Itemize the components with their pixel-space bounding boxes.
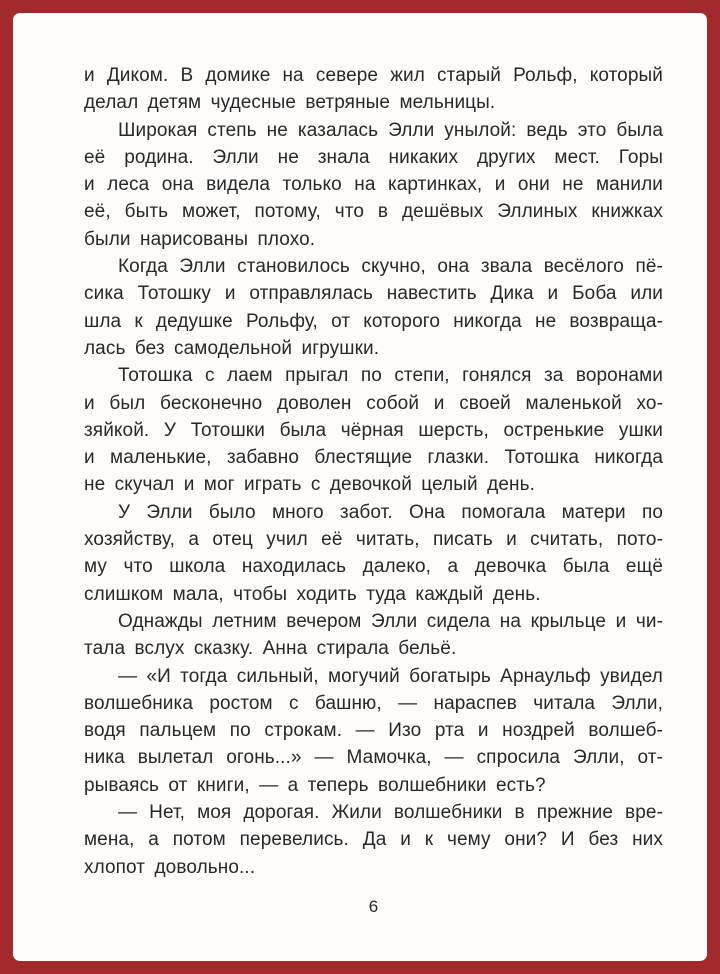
text-line: хлопот довольно... [84,856,256,878]
text-line: слишком мала, чтобы ходить туда каждый день. [84,583,541,605]
text-line: сика Тотошку и отправлялась навестить Дика и Боба или [84,283,663,305]
text-line: водя пальцем по строкам. — Изо рта и ноздрей волшеб- [84,720,663,742]
text-line: и маленькие, забавно блестящие глазки. Тотошка никогда [84,447,663,469]
text-line: шла к дедушке Рольфу, от которого никогда не возвраща- [84,310,663,332]
page-number: 6 [368,897,379,916]
text-line: и леса она видела только на картинках, и они не манили [84,174,663,196]
text-line: её, быть может, потому, что в дешёвых Эллиных книжках [84,201,663,223]
text-line: му что школа находилась далеко, а девочка была ещё [84,556,663,578]
text-line: и Диком. В домике на севере жил старый Рольф, который [84,65,663,86]
text-line: не скучал и мог играть с девочкой целый день. [84,474,535,496]
text-line: зяйкой. У Тотошки была чёрная шерсть, остренькие ушки [84,419,663,441]
text-line: были нарисованы плохо. [84,228,316,250]
text-line: её родина. Элли не знала никаких других мест. Горы [84,146,663,168]
text-line: Однажды летним вечером Элли сидела на крыльце и чи- [118,610,663,632]
text-line: — «И тогда сильный, могучий богатырь Арнаульф увидел [118,665,663,687]
text-line: — Нет, моя дорогая. Жили волшебники в прежние вре- [118,802,663,824]
page-text [84,62,663,881]
text-line: делал детям чудесные ветряные мельницы. [84,92,496,114]
text-line: У Элли было много забот. Она помогала матери по [118,501,663,523]
text-line: волшебника ростом с башню, — нараспев читала Элли, [84,692,663,714]
text-line: лась без самодельной игрушки. [84,337,380,359]
text-line: рываясь от книги, — а теперь волшебники есть? [84,774,546,796]
text-line: и был бесконечно доволен собой и своей маленькой хо- [84,392,663,414]
text-line: Широкая степь не казалась Элли унылой: ведь это была [118,119,663,141]
text-line: тала вслух сказку. Анна стирала бельё. [84,638,457,660]
text-line: мена, а потом перевелись. Да и к чему они? И без них [84,829,663,851]
text-line: Тотошка с лаем прыгал по степи, гонялся за воронами [118,365,663,387]
text-line: ника вылетал огонь...» — Мамочка, — спросила Элли, от- [84,747,663,769]
text-line: хозяйству, а отец учил её читать, писать и считать, пото- [84,529,663,551]
text-line: Когда Элли становилось скучно, она звала весёлого пё- [118,256,663,278]
